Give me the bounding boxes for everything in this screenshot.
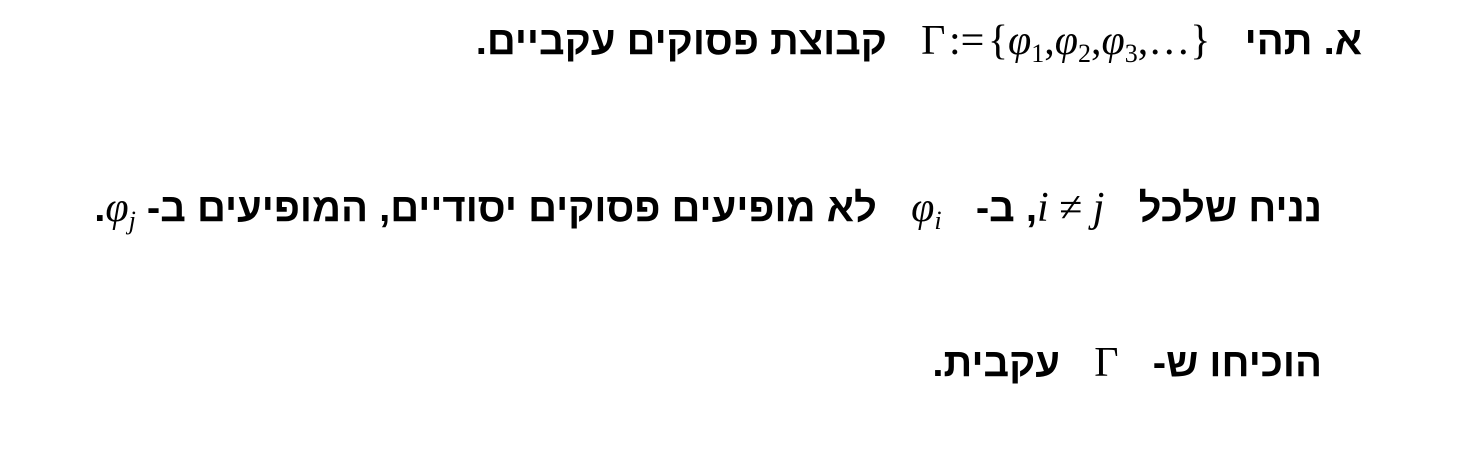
subscript-2: 2 (1078, 39, 1091, 68)
phi-i-formula (911, 185, 942, 235)
index-i: i (1036, 185, 1049, 231)
phi-symbol: φ (1101, 18, 1125, 64)
subscript-1: 1 (1031, 39, 1045, 68)
task-line (932, 342, 1322, 384)
exercise-statement-line (475, 18, 1362, 68)
gamma-formula (1094, 342, 1118, 384)
gamma-symbol: Γ (921, 18, 946, 64)
assumption-text: לא מופיעים פסוקים יסודיים, המופיעים ב- (146, 186, 877, 230)
close-brace: } (1190, 18, 1211, 64)
neq-symbol: ≠ (1059, 185, 1083, 231)
phi-symbol: φ (1008, 18, 1032, 64)
statement-prefix: א. תהי (1244, 19, 1362, 63)
open-brace: { (987, 18, 1008, 64)
gamma-symbol: Γ (1094, 340, 1119, 386)
set-definition-formula (921, 18, 1211, 68)
assign-symbol: := (948, 18, 985, 64)
assumption-mid: , ב- (975, 186, 1037, 230)
index-condition-formula (1037, 187, 1104, 229)
assumption-line (94, 185, 1322, 235)
phi-j-formula (105, 185, 136, 235)
subscript-3: 3 (1124, 39, 1138, 68)
subscript-i: i (934, 206, 942, 235)
assumption-end: . (94, 186, 106, 230)
phi-symbol: φ (911, 185, 935, 231)
phi-symbol: φ (105, 185, 129, 231)
index-j: j (1092, 185, 1105, 231)
task-prefix: הוכיחו ש- (1152, 341, 1322, 385)
ellipsis: … (1148, 18, 1191, 64)
task-suffix: עקבית. (932, 341, 1060, 385)
comma: , (1091, 18, 1102, 64)
comma: , (1137, 18, 1149, 64)
subscript-j: j (128, 206, 136, 235)
assumption-prefix: נניח שלכל (1138, 186, 1322, 230)
comma: , (1044, 18, 1055, 64)
statement-suffix: קבוצת פסוקים עקביים. (475, 19, 887, 63)
phi-symbol: φ (1054, 18, 1078, 64)
